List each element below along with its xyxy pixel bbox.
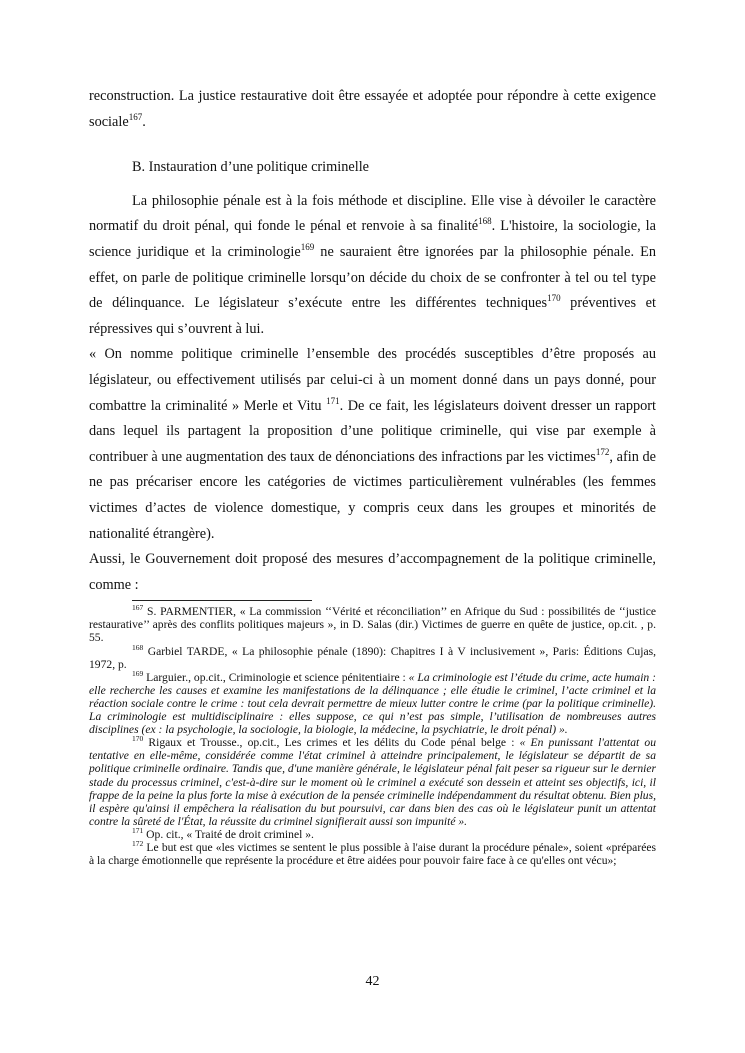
footnote-ref-167[interactable]: 167 [128,111,143,122]
paragraph-definition: « On nomme politique criminelle l’ensemble des procédés susceptibles d’être proposés au législateur, ou effectivement utilisés par celui-ci à un moment donné dans un pays donné, pour combattre la criminalité » Merle et Vitu $^{171}$. De ce fait, les législateurs doivent dresser un rapport dans lequel ils partagent la proposition d’une politique criminelle, qui vise par exemple à contribuer à une augmentation des taux de dénonciations des infractions par les victimes$^{172}$, afin de ne pas précariser encore les catégories de victimes particulièrement vulnérables (les femmes victimes d’actes de violence domestique, y compris ceux dans les groupes et minorités de nationalité étrangère). [89,346,656,542]
footnote-ref-169[interactable]: 169 [300,242,315,253]
footnote-ref-170[interactable]: 170 [547,293,561,304]
section-heading: B. Instauration d’une politique criminelle [132,159,370,176]
footnote-167: $^{167}$ S. PARMENTIER, « La commission ‘‘Vérité et réconciliation’’ en Afrique du Sud : possibilités de ‘‘justice restaurative’’ après des conflits politiques majeurs », in D. Salas (dir.) Victimes de guerre en quête de justice, op.cit. , p. 55. [89,603,656,645]
footnote-171: $^{171}$ Op. cit., « Traité de droit criminel ». [132,826,314,841]
footnote-169: $^{169}$ Larguier., op.cit., Criminologie et science pénitentiaire : « La criminologie est l’étude du crime, acte humain : elle recherche les causes et examine les manifestations de la délinquance ; elle étudie le criminel, l’acte criminel et la réaction sociale contre le crime : tout cela devrait permettre de mieux lutter contre le crime (par la politique criminelle). La criminologie est multidisciplinaire : elles suppose, ce qui n’est pas simple, l’utilisation de nombreuses autres disciplines (ex : la psychologie, la sociologie, la biologie, la médecine, la psychiatrie, le droit pénal) ». [89,668,656,737]
paragraph-government: Aussi, le Gouvernement doit proposé des mesures d’accompagnement de la politique criminelle, comme : [89,551,656,593]
document-page [89,84,656,867]
paragraph-philosophy: La philosophie pénale est à la fois méthode et discipline. Elle vise à dévoiler le caractère normatif du droit pénal, qui fonde le pénal et renvoie à sa finalité$^{168}$. L'histoire, la sociologie, la science juridique et la criminologie$^{169}$ ne sauraient être ignorées par la philosophie pénale. En effet, on parle de politique criminelle lorsqu’on décide du choix de se confronter à tel ou tel type de délinquance. Le législateur s’exécute entre les différentes techniques$^{170}$ préventives et répressives qui s’ouvrent à lui. [89,192,656,337]
footnote-172: $^{172}$ Le but est que «les victimes se sentent le plus possible à l'aise durant la procédure pénale», soient «préparées à la charge émotionnelle que représente la procédure et être aidées pour pouvoir faire face à ce qu'elles ont vécu»; [89,839,656,868]
footnote-ref-172[interactable]: 172 [595,446,610,457]
body-text [89,84,656,598]
page-number: 42 [365,974,380,989]
footnote-ref-168[interactable]: 168 [478,216,492,227]
footnote-170: $^{170}$ Rigaux et Trousse., op.cit., Les crimes et les délits du Code pénal belge : « En punissant l'attentat ou tentative en elle-même, considérée comme l'état criminel à atteindre principalement, le législateur se départit de sa politique criminelle ordinaire. Tandis que, d'une manière générale, le législateur pénal fait peser sa rigueur sur le dernier stade du processus criminel, c'est-à-dire sur le moment où le criminel a exécuté son dessein et atteint ses objectifs, ici, il frappe de la peine la plus forte la mise à exécution de la pensée criminelle indépendamment du résultat obtenu. Bien plus, il espère qu'ainsi il empêchera la réalisation du but poursuivi, car dans bien des cas où le législateur punit un attentat contre la sûreté de l'État, la réussite du criminel signifierait aussi son impunité ». [89,734,657,828]
footnotes [89,605,656,867]
footnote-168: $^{168}$ Garbiel TARDE, « La philosophie pénale (1890): Chapitres I à V inclusivement », Paris: Éditions Cujas, 1972, p. [89,642,656,671]
paragraph-intro: reconstruction. La justice restaurative doit être essayée et adoptée pour répondre à cette exigence sociale$^{167}$. [89,88,656,130]
footnote-ref-171[interactable]: 171 [326,395,340,406]
footnote-separator [132,600,312,601]
